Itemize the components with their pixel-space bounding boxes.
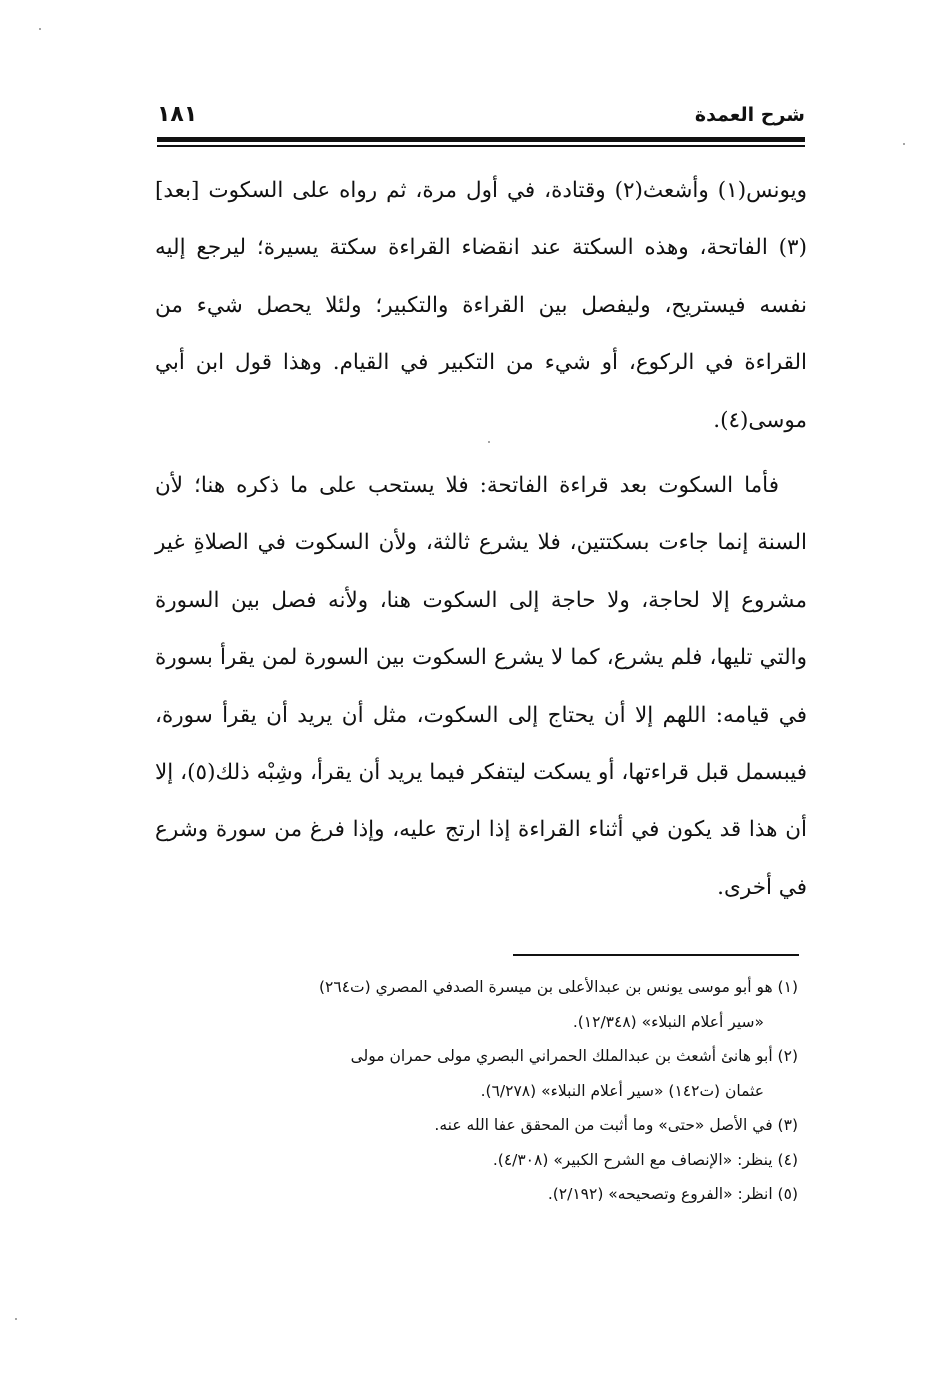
page-number: ١٨١ (157, 102, 198, 127)
footnote (150, 970, 798, 1039)
paragraph: فأما السكوت بعد قراءة الفاتحة: فلا يستحب على ما ذكره هنا؛ لأن السنة إنما جاءت بسكتتين، فلا يشرع ثالثة، ولأن السكوت في الصلاةِ غير مشروع إلا لحاجة، ولا حاجة إلى السكوت هنا، ولأنه فصل بين السورة والتي تليها، فلم يشرع، كما لا يشرع السكوت بين السورة لمن يقرأ بسورة في قيامه: اللهم إلا أن يحتاج إلى السكوت، مثل أن يريد أن يقرأ سورة، فيبسمل قبل قراءتها، أو يسكت ليتفكر فيما يريد أن يقرأ، وشِبْه ذلك(٥)، إلا أن هذا قد يكون في أثناء القراءة إذا ارتج عليه، وإذا فرغ من سورة وشرع في أخرى. (155, 473, 807, 900)
footnote-separator (513, 954, 799, 956)
footnote-line: (٥) انظر: «الفروع وتصحيحه» (٢/١٩٢). (547, 1185, 798, 1203)
header-rule-thin (157, 145, 805, 147)
footnote (150, 1039, 798, 1108)
scan-speck (15, 1318, 17, 1320)
running-title: شرح العمدة (694, 104, 805, 126)
scan-speck (903, 143, 905, 145)
header-rule-thick (157, 137, 805, 142)
footnote (150, 1108, 798, 1143)
paragraph: ويونس(١) وأشعث(٢) وقتادة، في أول مرة، ثم رواه على السكوت [بعد](٣) الفاتحة، وهذه السكتة عند انقضاء القراءة سكتة يسيرة؛ ليرجع إليه نفسه فيستريح، وليفصل بين القراءة والتكبير؛ ولئلا يحصل شيء من القراءة في الركوع، أو شيء من التكبير في القيام. وهذا قول ابن أبي موسى(٤). (155, 178, 807, 433)
scan-speck (39, 28, 41, 30)
page-header (157, 98, 805, 138)
main-text (155, 162, 807, 916)
footnote-line: (١) هو أبو موسى يونس بن عبدالأعلى بن ميسرة الصدفي المصري (ت٢٦٤) (318, 978, 798, 996)
footnote-line: (٢) أبو هانئ أشعث بن عبدالملك الحمراني البصري مولى حمران مولى (350, 1047, 798, 1065)
footnote-line: عثمان (ت١٤٢) «سير أعلام النبلاء» (٦/٢٧٨). (480, 1081, 764, 1100)
footnote (150, 1177, 798, 1212)
footnote (150, 1143, 798, 1178)
footnote-line: «سير أعلام النبلاء» (١٢/٣٤٨). (572, 1012, 764, 1031)
footnote-line: (٤) ينظر: «الإنصاف مع الشرح الكبير» (٤/٣٠٨). (492, 1150, 798, 1169)
footnote-line: (٣) في الأصل «حتى» وما أثبت من المحقق عفا الله عنه. (434, 1116, 798, 1134)
scan-speck (488, 441, 490, 443)
footnotes (150, 970, 798, 1212)
